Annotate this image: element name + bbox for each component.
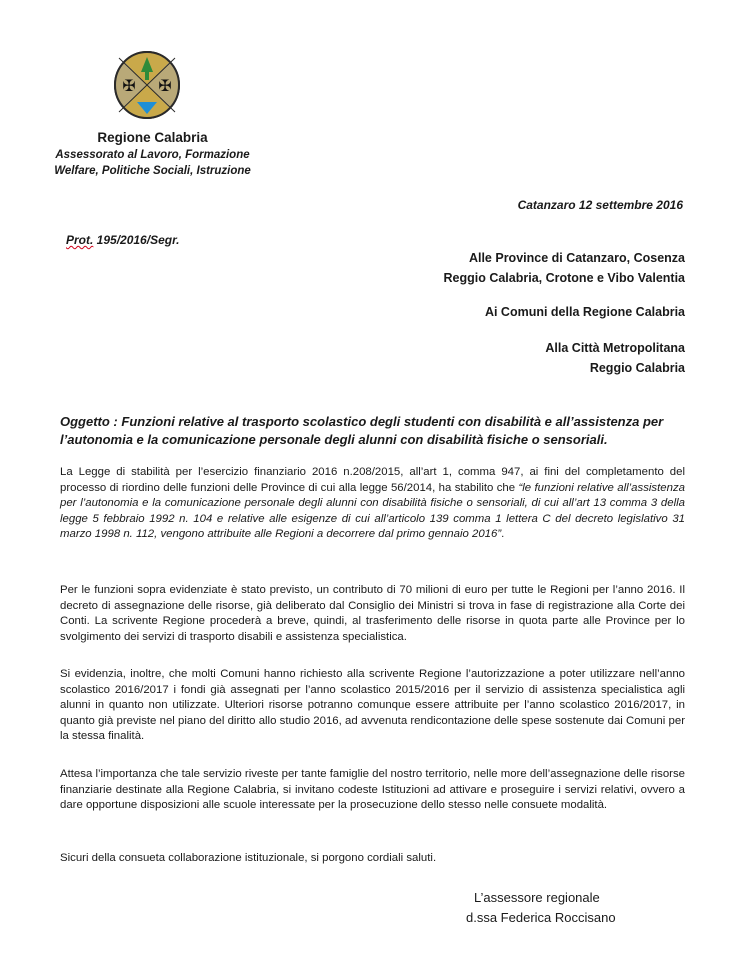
protocol-prefix: Prot. — [66, 233, 94, 247]
recipient-provinces-line-2: Reggio Calabria, Crotone e Vibo Valentia — [443, 271, 685, 285]
institution-name: Regione Calabria — [97, 130, 208, 145]
department-line-1: Assessorato al Lavoro, Formazione — [55, 149, 250, 161]
paragraph-legge-stabilita — [60, 465, 685, 543]
paragraph-1-intro: La Legge di stabilità per l’esercizio finanziario 2016 n.208/2015, all’art 1, comma 947, ai fini del completamento del processo di riordino delle funzioni delle Province di cui alla legge 56/2014, ha stabilito che — [60, 466, 685, 494]
recipient-provinces-line-1: Alle Province di Catanzaro, Cosenza — [468, 251, 685, 265]
regione-calabria-emblem — [113, 50, 181, 120]
paragraph-contributo — [60, 583, 685, 645]
protocol-code: 195/2016/Segr. — [93, 233, 180, 247]
paragraph-3-text: Si evidenzia, inoltre, che molti Comuni hanno richiesto alla scrivente Regione l’autorizzazione a poter utilizzare nell’anno scolastico 2016/2017 i fondi già assegnati per l’anno scolastico 2015/2016 per il servizio di assistenza specialistica agli alunni in quanto non utilizzate. Ulteriori risorse potranno comunque essere attribuite per l’anno scolastico 2016/2017, in quanto già previste nel piano del diritto allo studio 2016, ad avvenuta rendicontazione delle spese sostenute dai Comuni per la stessa finalità. — [60, 668, 685, 743]
paragraph-4-text: Attesa l’importanza che tale servizio riveste per tante famiglie del nostro territorio, nelle more dell’assegnazione delle risorse finanziarie destinate alla Regione Calabria, si invitano codeste Istituzioni ad attivare e proseguire i servizi relativi, ovvero a dare opportune disposizioni alle scuole interessate per la prosecuzione dello stesso nelle consuete modalità. — [60, 768, 685, 812]
svg-text:✠: ✠ — [158, 76, 172, 95]
letter-subject: Oggetto : Funzioni relative al trasporto scolastico degli studenti con disabilità e all’assistenza per l’autonomia e la comunicazione personale degli alunni con disabilità fisiche o sensoriali. — [60, 414, 664, 447]
protocol-number — [66, 233, 179, 247]
recipient-comuni — [485, 302, 685, 322]
paragraph-5-text: Sicuri della consueta collaborazione istituzionale, si porgono cordiali saluti. — [60, 852, 437, 864]
paragraph-1-end: . — [501, 528, 505, 541]
paragraph-comuni — [60, 667, 685, 745]
paragraph-2-text: Per le funzioni sopra evidenziate è stato previsto, un contributo di 70 milioni di euro per tutte le Regioni per l’anno 2016. Il decreto di assegnazione delle risorse, già deliberato dal Consiglio dei Ministri si trova in fase di registrazione alla Corte dei Conti. La scrivente Regione procederà a breve, quindi, al trasferimento delle risorse in quota parte alle Province per lo svolgimento dei servizi di trasporto disabili e assistenza specialistica. — [60, 584, 685, 643]
paragraph-servizio — [60, 767, 685, 814]
paragraph-saluti — [60, 851, 685, 867]
signature-role: L’assessore regionale — [474, 890, 600, 905]
recipient-citta-line-1: Alla Città Metropolitana — [545, 341, 685, 355]
paragraph-1-quote: “le funzioni relative all’assistenza per l’autonomia e la comunicazione personale degli alunni con disabilità fisiche o sensoriali, di cui all’art 13 comma 3 della legge 5 febbraio 1992 n. 104 e relative alle esigenze di cui all’articolo 139 comma 1 lettera C del decreto legislativo 31 marzo 1998 n. 112, vengono attribuite alle Regioni a decorrere dal primo gennaio 2016” — [60, 481, 685, 541]
recipient-citta-metropolitana — [545, 338, 685, 378]
letter-date: Catanzaro 12 settembre 2016 — [517, 198, 683, 212]
svg-text:✠: ✠ — [122, 76, 136, 95]
recipient-provinces — [444, 248, 686, 288]
recipient-citta-line-2: Reggio Calabria — [589, 361, 685, 375]
signature-name: d.ssa Federica Roccisano — [466, 910, 616, 925]
department-line-2: Welfare, Politiche Sociali, Istruzione — [54, 165, 251, 177]
recipient-comuni-line: Ai Comuni della Regione Calabria — [484, 305, 685, 319]
